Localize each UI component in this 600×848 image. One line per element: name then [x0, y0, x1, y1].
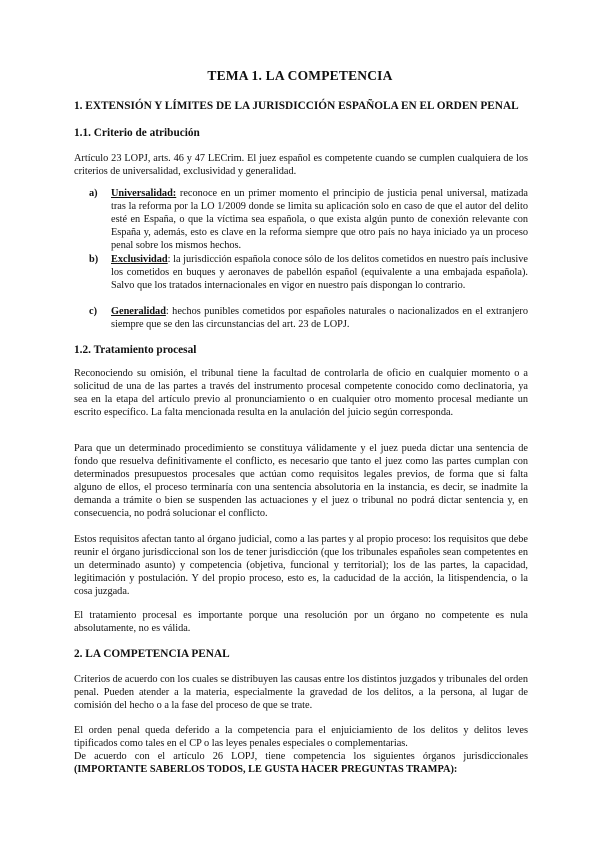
list-item-universalidad [89, 187, 528, 252]
section-2-heading: 2. LA COMPETENCIA PENAL [74, 648, 230, 660]
section-1-heading: 1. EXTENSIÓN Y LÍMITES DE LA JURISDICCIÓN ESPAÑOLA EN EL ORDEN PENAL [74, 100, 519, 112]
paragraph-text: De acuerdo con el artículo 26 LOPJ, tiene competencia los siguientes órganos jurisdiccionales [74, 751, 528, 762]
subsection-1-2-heading: 1.2. Tratamiento procesal [74, 344, 197, 356]
list-term: Universalidad: [111, 188, 177, 199]
subsection-1-1-heading: 1.1. Criterio de atribución [74, 127, 200, 139]
document-title: TEMA 1. LA COMPETENCIA [207, 68, 393, 83]
paragraph-tratamiento-3: Estos requisitos afectan tanto al órgano judicial, como a las partes y al propio proceso: los requisitos que debe reunir el órgano jurisdiccional son los de tener jurisdicción (que los tribunales españoles sean competentes en un determinado asunto) y competencia (objetiva, funcional y territorial); los de las partes, la capacidad, legitimación y postulación. Y del propio proceso, esto es, la caducidad de la acción, la litispendencia, o la cosa juzgada. [74, 534, 528, 598]
paragraph-competencia-3 [74, 750, 528, 776]
paragraph-tratamiento-2: Para que un determinado procedimiento se constituya válidamente y el juez pueda dictar una sentencia de fondo que resuelva definitivamente el conflicto, es necesario que tanto el juez como las partes cumplan con determinados presupuestos procesales que actúan como requisitos legales previos, de forma que si falta alguno de ellos, el proceso terminaría con una sentencia absolutoria en la instancia, es decir, se inadmite la demanda a trámite o bien se suspenden las actuaciones y el juez o tribunal no podrá dictar sentencia y, en consecuencia, no podrá solucionar el conflicto. [74, 443, 528, 520]
paragraph-tratamiento-1: Reconociendo su omisión, el tribunal tiene la facultad de controlarla de oficio en cualquier momento o a solicitud de una de las partes a través del instrumento procesal competente conocido como declinatoria, ya sea en la etapa del artículo previo al pronunciamiento o en cualquier otro momento procesal mediante un escrito específico. La falta mencionada resulta en la anulación del juicio según corresponda. [74, 368, 528, 419]
list-marker: b) [89, 254, 99, 265]
list-marker: a) [89, 188, 98, 199]
list-text: : la jurisdicción española conoce sólo de los delitos cometidos en nuestro país inclusive los cometidos en buques y aeronaves de pabellón español (equivalente a una embajada española). Salvo que los tratados internacionales en vigor en nuestro país dispongan lo contrario. [111, 254, 528, 292]
list-text: : hechos punibles cometidos por españoles naturales o nacionalizados en el extranjero siempre que se den las circunstancias del art. 23 de LOPJ. [111, 306, 528, 331]
list-item-generalidad [89, 305, 528, 331]
paragraph-competencia-1: Criterios de acuerdo con los cuales se distribuyen las causas entre los distintos juzgados y tribunales del orden penal. Pueden atender a la materia, especialmente la gravedad de los delitos, a la persona, al lugar de comisión del hecho o a la fase del proceso de que se trate. [74, 674, 528, 712]
list-text: reconoce en un primer momento el principio de justicia penal universal, matizada tras la reforma por la LO 1/2009 donde se limita su aplicación solo en caso de que el autor del delito esté en España, o que la víctima sea española, o que exista algún punto de conexión relevante con España y, además, esto es clave en la reforma siempre que otro país no haya iniciado ya un proceso penal sobre los mismos hechos. [111, 188, 528, 252]
list-term: Exclusividad [111, 254, 168, 265]
list-term: Generalidad [111, 306, 166, 317]
subsection-1-1-intro: Artículo 23 LOPJ, arts. 46 y 47 LECrim. El juez español es competente cuando se cumplen cualquiera de los criterios de universalidad, exclusividad y generalidad. [74, 153, 528, 178]
list-item-exclusividad [89, 253, 528, 292]
emphasis-note: (IMPORTANTE SABERLOS TODOS, LE GUSTA HACER PREGUNTAS TRAMPA): [74, 764, 458, 776]
paragraph-tratamiento-4: El tratamiento procesal es importante porque una resolución por un órgano no competente es nula absolutamente, no es válida. [74, 610, 528, 635]
paragraph-competencia-2: El orden penal queda deferido a la competencia para el enjuiciamiento de los delitos y delitos leves tipificados como tales en el CP o las leyes penales especiales o complementarias. [74, 725, 528, 750]
list-marker: c) [89, 306, 97, 317]
